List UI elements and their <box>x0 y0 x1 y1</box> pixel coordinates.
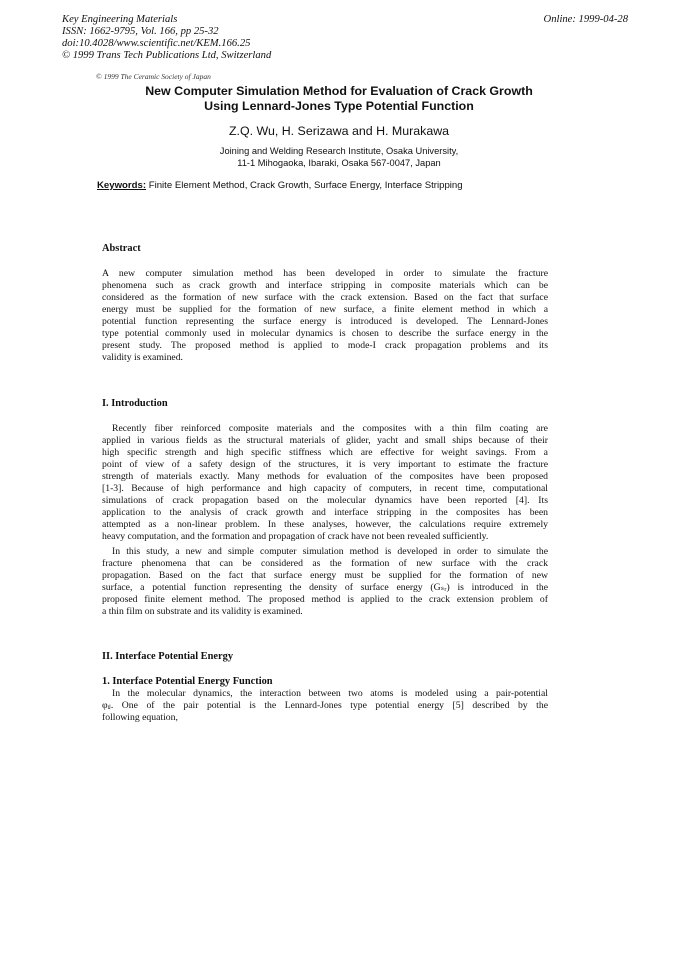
intro-line: a thin film on substrate and its validity is examined. <box>102 606 303 617</box>
keywords <box>97 180 463 192</box>
abstract-line: validity is examined. <box>102 352 183 363</box>
intro-line: fracture phenomena that can be considered as the formation of new surface with the crack <box>102 558 548 569</box>
abstract-line: phenomena such as crack growth and interface stripping in composite materials which can be <box>102 280 548 291</box>
abstract-line: type potential commonly used in molecular dynamics is chosen to describe the surface energy in the <box>102 328 548 339</box>
intro-line: application to the analysis of crack growth and interface stripping in the composites has been <box>102 507 548 518</box>
intro-line: surface, a potential function representing the density of surface energy (Gₛᵣ) is introduced in the <box>102 582 548 593</box>
title-line-1: New Computer Simulation Method for Evaluation of Crack Growth <box>145 84 533 98</box>
journal-name: Key Engineering Materials <box>62 14 178 25</box>
intro-line: In this study, a new and simple computer simulation method is developed in order to simulate the <box>112 546 548 557</box>
introduction-para-2 <box>102 546 548 618</box>
intro-line: strength of materials exactly. Many methods for evaluation of the composites have been proposed <box>102 471 548 482</box>
paper-title <box>0 84 678 114</box>
keywords-list: Finite Element Method, Crack Growth, Surface Energy, Interface Stripping <box>146 180 463 191</box>
intro-line: heavy computation, and the formation and propagation of crack have not been revealed sufficiently. <box>102 531 489 542</box>
subsection-1-heading: 1. Interface Potential Energy Function <box>102 676 273 687</box>
intro-line: simulations of crack propagation based on the molecular dynamics have been reported [4]. Its <box>102 495 548 506</box>
intro-line: propagation. Based on the fact that surface energy must be supplied for the formation of new <box>102 570 548 581</box>
introduction-heading: I. Introduction <box>102 398 168 409</box>
section-2-line: φᵢⱼ. One of the pair potential is the Lennard-Jones type potential energy [5] described by the <box>102 700 548 711</box>
journal-header <box>62 14 271 62</box>
intro-line: high specific strength and high specific stiffness which are effective for weight savings. From a <box>102 447 548 458</box>
affiliation-line-1: Joining and Welding Research Institute, Osaka University, <box>219 146 459 156</box>
title-line-2: Using Lennard-Jones Type Potential Function <box>204 99 474 113</box>
section-2-line: In the molecular dynamics, the interaction between two atoms is modeled using a pair-potential <box>112 688 548 699</box>
section-2-body <box>102 688 548 724</box>
abstract-line: A new computer simulation method has been developed in order to simulate the fracture <box>102 268 548 279</box>
issn-line: ISSN: 1662-9795, Vol. 166, pp 25-32 <box>62 26 219 37</box>
affiliation-line-2: 11-1 Mihogaoka, Ibaraki, Osaka 567-0047, Japan <box>237 157 441 168</box>
copyright-line: © 1999 Trans Tech Publications Ltd, Switzerland <box>62 50 272 61</box>
abstract-line: energy must be supplied for the formation of new surface, a finite element method in which a <box>102 304 548 315</box>
intro-line: Recently fiber reinforced composite materials and the composites with a thin film coating are <box>112 423 548 434</box>
section-2-heading: II. Interface Potential Energy <box>102 651 234 662</box>
intro-line: [1-3]. Because of high performance and high capacity of computers, in recent time, computational <box>102 483 548 494</box>
intro-line: attempted as a non-linear problem. In these analyses, however, the calculations require extremely <box>102 519 548 530</box>
doi-line: doi:10.4028/www.scientific.net/KEM.166.25 <box>62 38 251 49</box>
society-copyright: © 1999 The Ceramic Society of Japan <box>96 72 211 81</box>
abstract-heading: Abstract <box>102 243 141 254</box>
intro-line: point of view of a safety design of the structures, it is very important to estimate the fracture <box>102 459 548 470</box>
abstract-line: present study. The proposed method is applied to mode-I crack propagation problems and its <box>102 340 548 351</box>
section-2-line: following equation, <box>102 712 178 723</box>
abstract-line: potential function representing the surface energy is introduced is developed. The Lennard-Jones <box>102 316 548 327</box>
online-date: Online: 1999-04-28 <box>543 14 628 25</box>
affiliation <box>0 146 678 169</box>
intro-line: proposed finite element method. The proposed method is applied to the crack extension problem of <box>102 594 548 605</box>
keywords-label: Keywords: <box>97 180 147 191</box>
authors: Z.Q. Wu, H. Serizawa and H. Murakawa <box>228 124 450 138</box>
abstract-body <box>102 268 548 364</box>
introduction-para-1 <box>102 423 548 543</box>
intro-line: applied in various fields as the structural materials of glider, yacht and small ships because of their <box>102 435 548 446</box>
abstract-line: considered as the formation of new surface with the crack extension. Based on the fact that surface <box>102 292 548 303</box>
